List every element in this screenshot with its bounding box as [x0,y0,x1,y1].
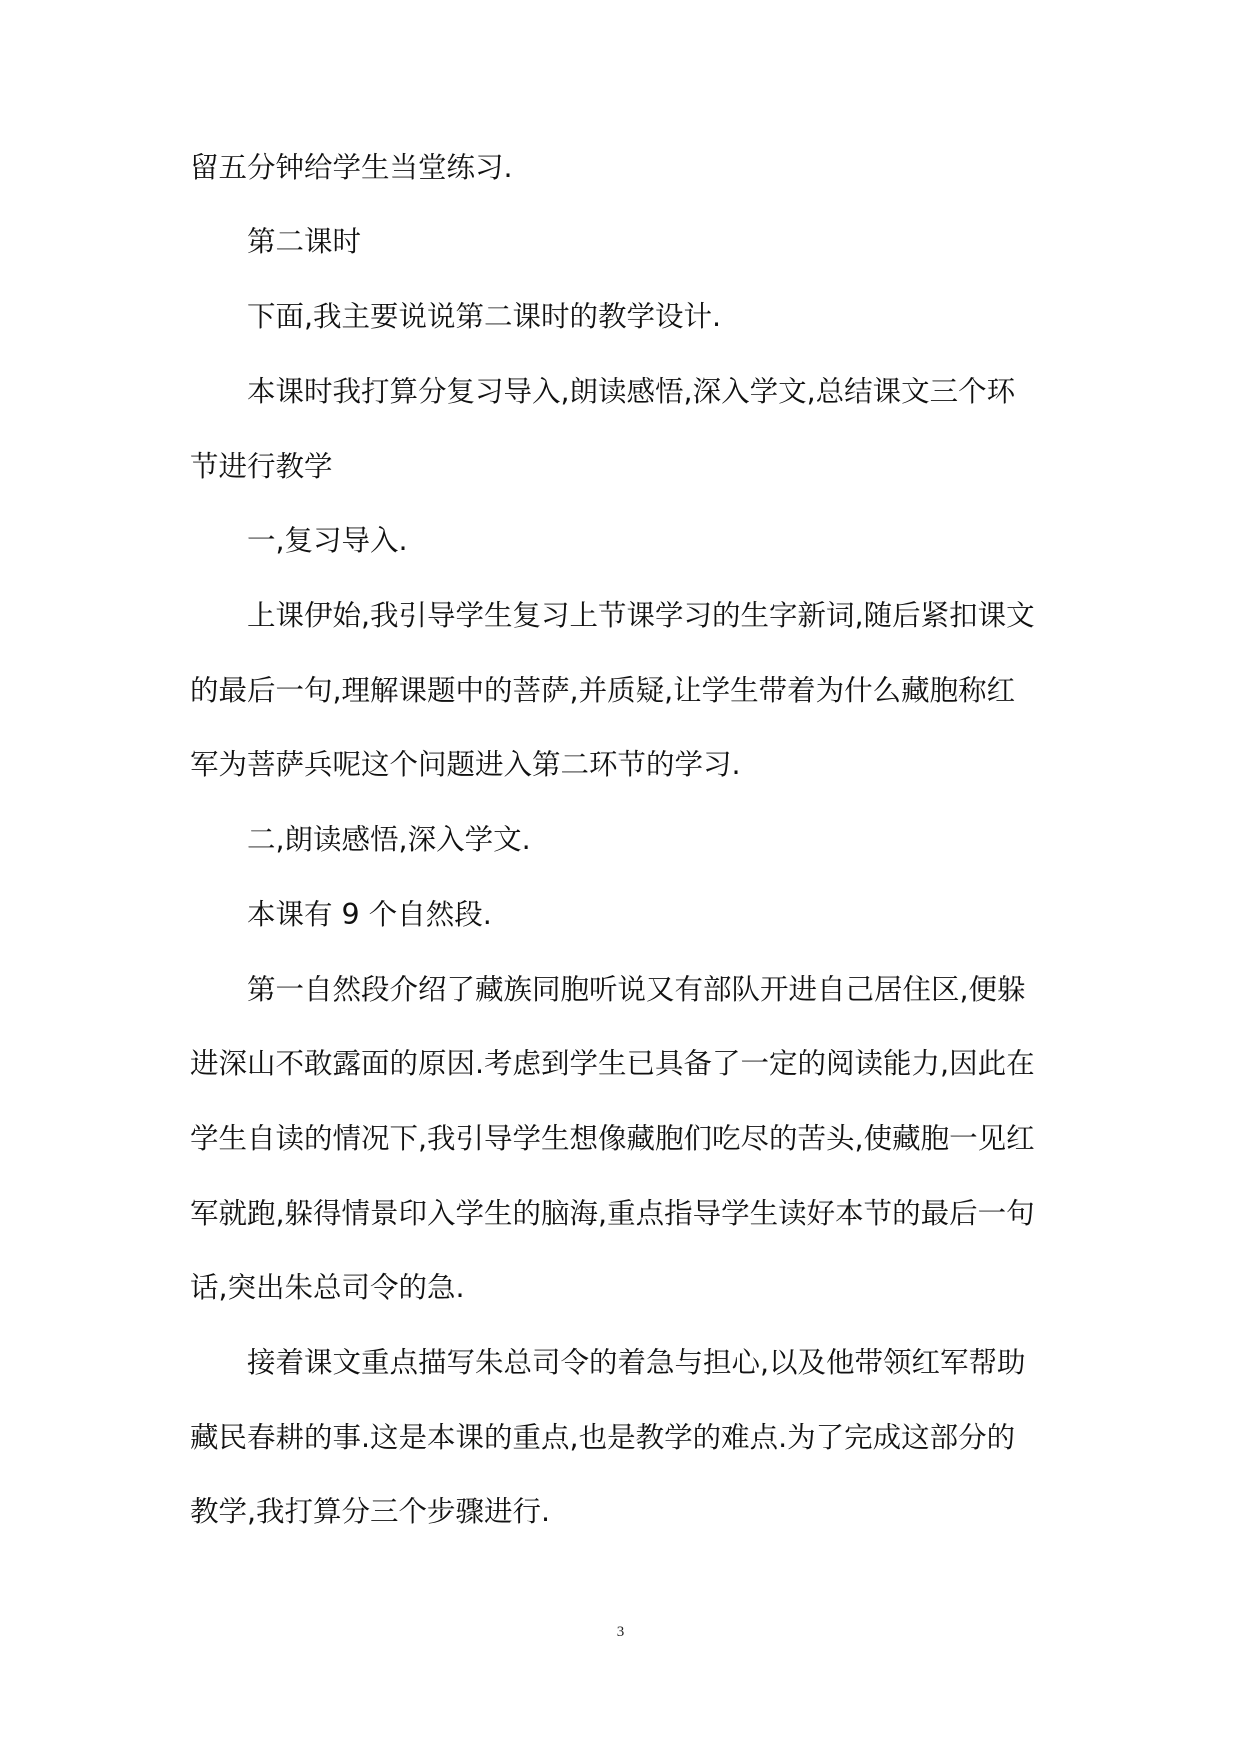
text-line: 下面,我主要说说第二课时的教学设计. [247,300,722,333]
text-line: 军就跑,躲得情景印入学生的脑海,重点指导学生读好本节的最后一句 [190,1197,1035,1230]
section-heading: 第二课时 [247,225,362,258]
text-line: 接着课文重点描写朱总司令的着急与担心,以及他带领红军帮助 [247,1346,1026,1379]
section-heading: 二,朗读感悟,深入学文. [247,823,531,856]
text-line: 话,突出朱总司令的急. [190,1271,465,1304]
text-line: 留五分钟给学生当堂练习. [190,151,513,184]
text-line: 节进行教学 [190,450,333,483]
text-line: 第一自然段介绍了藏族同胞听说又有部队开进自己居住区,便躲 [247,973,1026,1006]
text-line: 上课伊始,我引导学生复习上节课学习的生字新词,随后紧扣课文 [247,599,1035,632]
text-line: 军为菩萨兵呢这个问题进入第二环节的学习. [190,748,741,781]
page-number: 3 [616,1624,625,1640]
text-line: 的最后一句,理解课题中的菩萨,并质疑,让学生带着为什么藏胞称红 [190,674,1016,707]
text-line: 藏民春耕的事.这是本课的重点,也是教学的难点.为了完成这部分的 [190,1421,1016,1454]
text-line: 本课有 9 个自然段. [247,898,492,931]
text-line: 学生自读的情况下,我引导学生想像藏胞们吃尽的苦头,使藏胞一见红 [190,1122,1035,1155]
text-line: 本课时我打算分复习导入,朗读感悟,深入学文,总结课文三个环 [247,375,1016,408]
text-line: 进深山不敢露面的原因.考虑到学生已具备了一定的阅读能力,因此在 [190,1047,1035,1080]
section-heading: 一,复习导入. [247,524,408,557]
text-line: 教学,我打算分三个步骤进行. [190,1495,551,1528]
